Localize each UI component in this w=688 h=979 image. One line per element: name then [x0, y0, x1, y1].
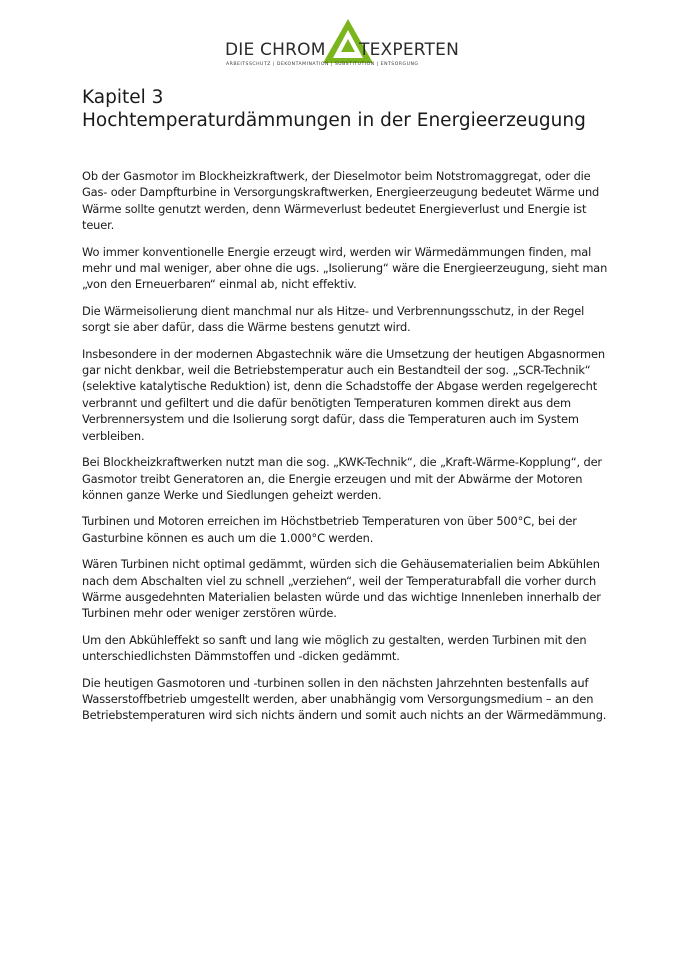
chapter-heading	[82, 86, 642, 132]
paragraph: Wären Turbinen nicht optimal gedämmt, würden sich die Gehäusematerialien beim Abkühlen nach dem Abschalten viel zu schnell „verziehen“, weil der Temperaturabfall die vorher durch Wärme ausgedehnten Materialien belasten würde und das wichtige Innenleben innerhalb der Turbinen mehr oder weniger zerstören würde.	[82, 557, 601, 621]
logo-tagline: ARBEITSSCHUTZ | DEKONTAMINATION | SUBSTITUTION | ENTSORGUNG	[226, 62, 419, 67]
paragraph: Um den Abkühleffekt so sanft und lang wie möglich zu gestalten, werden Turbinen mit den unterschiedlichsten Dämmstoffen und -dicken gedämmt.	[82, 632, 587, 664]
chapter-title: Hochtemperaturdämmungen in der Energieerzeugung	[82, 110, 586, 131]
logo-text-right: TEXPERTEN	[359, 40, 459, 60]
paragraph: Insbesondere in der modernen Abgastechnik wäre die Umsetzung der heutigen Abgasnormen gar nicht denkbar, weil die Betriebstemperatur auch ein Bestandteil der sog. „SCR-Technik“ (selektive katalytische Reduktion) ist, denn die Schadstoffe der Abgase werden regelgerecht verbrannt und gefiltert und die dafür benötigten Temperaturen kommen direkt aus dem Verbrennersystem und die Isolierung sorgt dafür, dass die Temperaturen auch im System verbleiben.	[82, 346, 605, 443]
paragraph: Ob der Gasmotor im Blockheizkraftwerk, der Dieselmotor beim Notstromaggregat, oder die Gas- oder Dampfturbine in Versorgungskraftwerken, Energieerzeugung bedeutet Wärme und Wärme sollte genutzt werden, denn Wärmeverlust bedeutet Energieverlust und Energie ist teuer.	[82, 169, 600, 233]
chapter-number: Kapitel 3	[82, 87, 164, 108]
paragraph: Die Wärmeisolierung dient manchmal nur als Hitze- und Verbrennungsschutz, in der Regel sorgt sie aber dafür, dass die Wärme bestens genutzt wird.	[82, 303, 585, 335]
paragraph: Turbinen und Motoren erreichen im Höchstbetrieb Temperaturen von über 500°C, bei der Gasturbine können es auch um die 1.000°C werden.	[82, 514, 577, 545]
body-text	[82, 168, 610, 734]
company-logo	[225, 18, 465, 70]
logo-text-left: DIE CHROM	[225, 40, 326, 60]
paragraph: Bei Blockheizkraftwerken nutzt man die sog. „KWK-Technik“, die „Kraft-Wärme-Kopplung“, der Gasmotor treibt Generatoren an, die Energie erzeugen und mit der Abwärme der Motoren können ganze Werke und Siedlungen geheizt werden.	[82, 455, 602, 502]
paragraph: Die heutigen Gasmotoren und -turbinen sollen in den nächsten Jahrzehnten bestenfalls auf Wasserstoffbetrieb umgestellt werden, aber unabhängig vom Versorgungsmedium – an den Betriebstemperaturen wird sich nichts ändern und somit auch nichts an der Wärmedämmung.	[82, 675, 607, 723]
paragraph: Wo immer konventionelle Energie erzeugt wird, werden wir Wärmedämmungen finden, mal mehr und mal weniger, aber ohne die ugs. „Isolierung“ wäre die Energieerzeugung, sieht man „von den Erneuerbaren“ einmal ab, nicht effektiv.	[82, 244, 608, 292]
